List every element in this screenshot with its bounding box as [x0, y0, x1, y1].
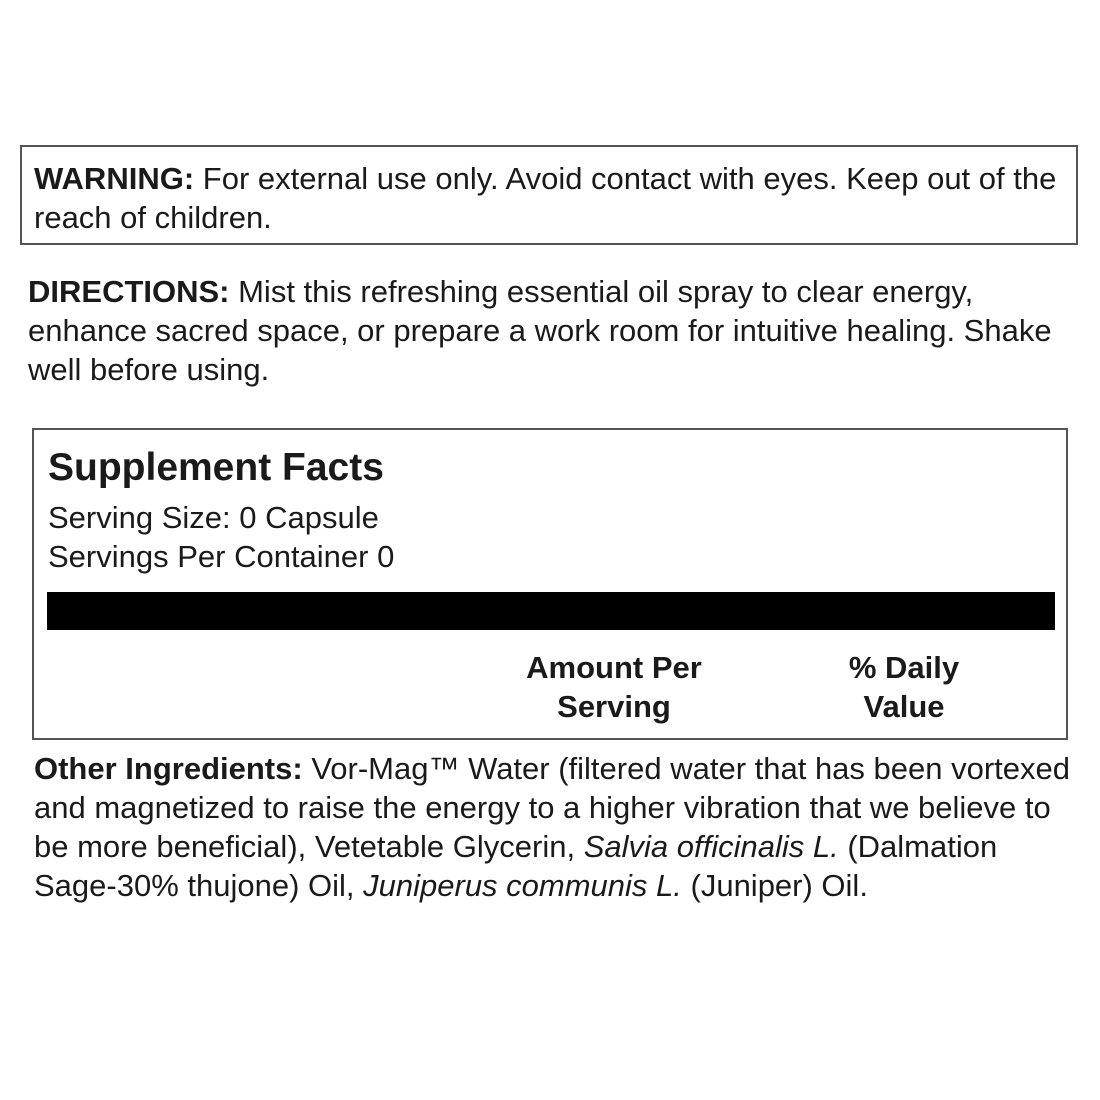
- warning-box: [20, 145, 1078, 245]
- warning-label: WARNING:: [34, 161, 195, 196]
- warning-text: For external use only. Avoid contact with eyes. Keep out of the reach of children.: [34, 161, 1057, 235]
- ingredients-text-2: (Dalmation Sage-30% thujone) Oil,: [34, 829, 998, 903]
- ingredients-text-1: Vor-Mag™ Water (filtered water that has been vortexed and magnetized to raise the energy to a higher vibration that we believe to be more beneficial), Vetetable Glycerin,: [34, 751, 1071, 864]
- directions-label: DIRECTIONS:: [28, 274, 230, 309]
- directions-text: Mist this refreshing essential oil spray to clear energy, enhance sacred space, or prepare a work room for intuitive healing. Shake well before using.: [28, 274, 1052, 387]
- supplement-facts-panel: [32, 428, 1068, 740]
- other-ingredients-paragraph: [34, 749, 1084, 905]
- servings-per-container: Servings Per Container 0: [48, 539, 395, 574]
- amount-per-serving-header: [494, 648, 734, 726]
- other-ingredients-label: Other Ingredients:: [34, 751, 303, 786]
- juniperus-name: Juniperus communis L.: [363, 868, 682, 903]
- daily-header-line1: % Daily: [848, 650, 960, 685]
- amount-header-line1: Amount Per: [526, 650, 702, 685]
- directions-paragraph: [28, 272, 1088, 389]
- amount-header-line2: Serving: [557, 689, 671, 724]
- serving-size: Serving Size: 0 Capsule: [48, 500, 379, 535]
- salvia-name: Salvia officinalis L.: [583, 829, 839, 864]
- daily-value-header: [794, 648, 1014, 726]
- daily-header-line2: Value: [863, 689, 945, 724]
- ingredients-text-3: (Juniper) Oil.: [681, 868, 868, 903]
- facts-divider-bar: [47, 592, 1055, 630]
- supplement-facts-title: Supplement Facts: [48, 446, 384, 489]
